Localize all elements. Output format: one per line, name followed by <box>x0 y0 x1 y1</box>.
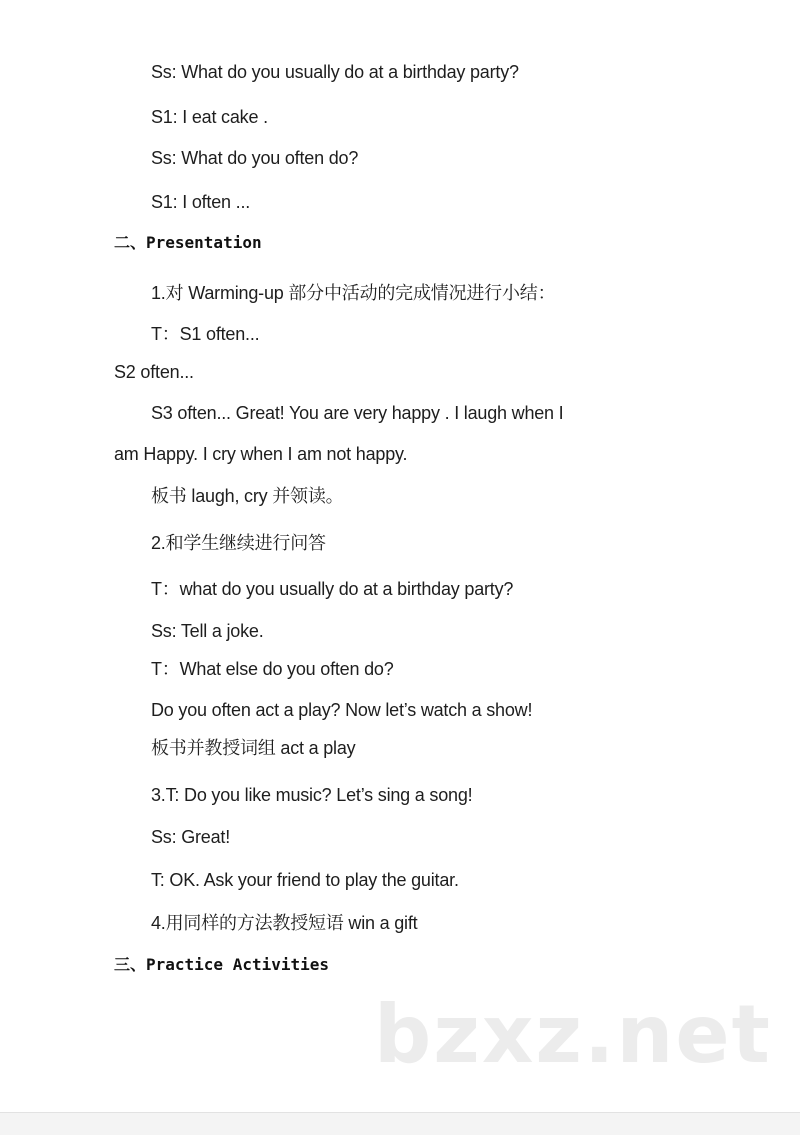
dialogue-line: Do you often act a play? Now let’s watch a show! <box>151 700 533 720</box>
instruction-line: 板书并教授词组 act a play <box>151 738 356 758</box>
step-line: 4.用同样的方法教授短语 win a gift <box>151 913 418 933</box>
step-line: 1.对 Warming-up 部分中活动的完成情况进行小结： <box>151 283 556 303</box>
dialogue-line: Ss: Great! <box>151 827 231 847</box>
dialogue-line: S1: I eat cake . <box>151 107 268 127</box>
dialogue-line: S2 often... <box>114 362 194 382</box>
dialogue-line: Ss: What do you usually do at a birthday party? <box>151 62 519 82</box>
dialogue-line: T：S1 often... <box>151 324 260 344</box>
page-bottom-edge <box>0 1112 800 1135</box>
watermark-logo: bzxz.net <box>374 988 772 1081</box>
dialogue-line: S3 often... Great! You are very happy . I laugh when I <box>151 403 564 423</box>
dialogue-line: T：what do you usually do at a birthday party? <box>151 579 514 599</box>
dialogue-line: T：What else do you often do? <box>151 659 394 679</box>
section-heading-presentation: 二、Presentation <box>114 233 262 252</box>
step-line: 3.T: Do you like music? Let’s sing a song! <box>151 785 473 805</box>
section-heading-practice: 三、Practice Activities <box>114 955 330 974</box>
instruction-line: 板书 laugh, cry 并领读。 <box>151 486 344 506</box>
dialogue-line: S1: I often ... <box>151 192 251 212</box>
dialogue-line: T: OK. Ask your friend to play the guitar. <box>151 870 459 890</box>
dialogue-line: am Happy. I cry when I am not happy. <box>114 444 408 464</box>
step-line: 2.和学生继续进行问答 <box>151 533 326 553</box>
dialogue-line: Ss: Tell a joke. <box>151 621 264 641</box>
dialogue-line: Ss: What do you often do? <box>151 148 359 168</box>
